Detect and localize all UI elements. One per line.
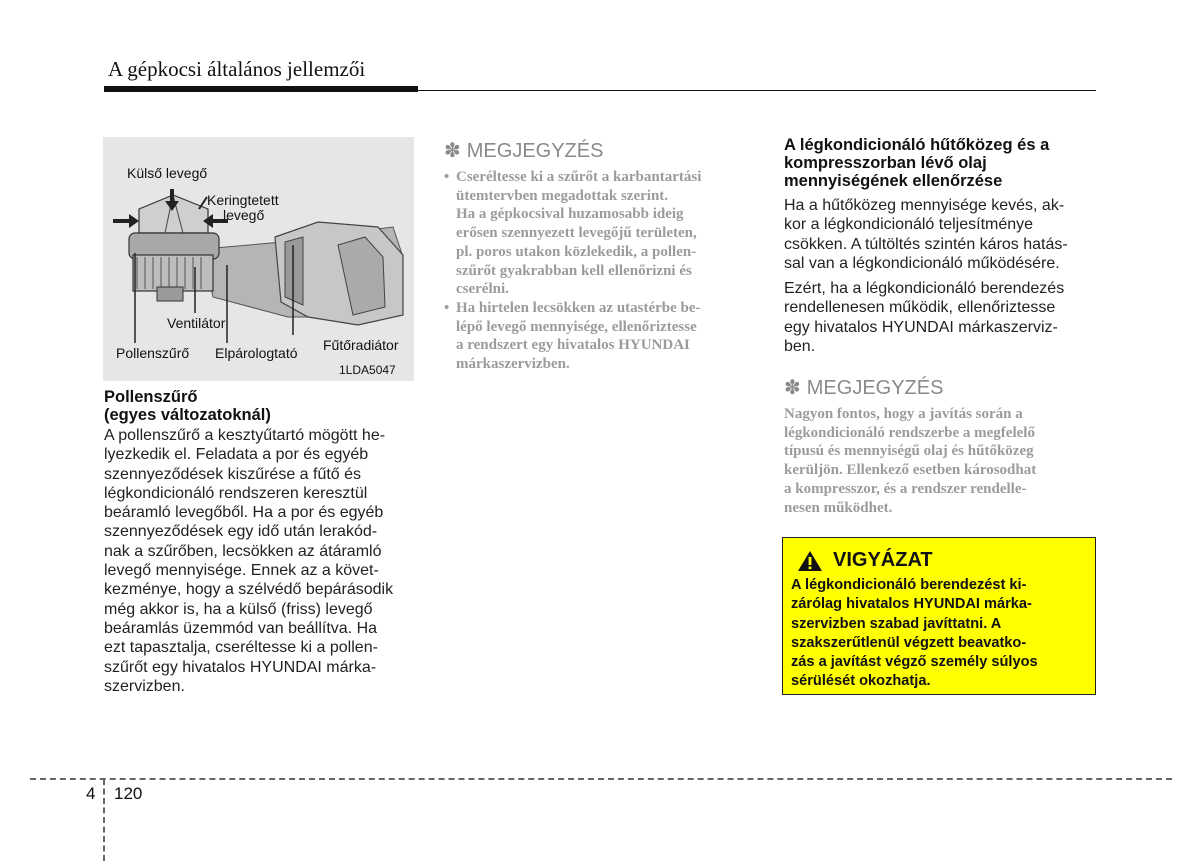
note-line: a rendszert egy hivatalos HYUNDAI [456,337,690,354]
title-line: mennyiségének ellenőrzése [784,172,1003,190]
body-line: még akkor is, ha a külső (friss) levegő [104,600,373,618]
title-line: kompresszorban lévő olaj [784,154,987,172]
warning-line: szakszerűtlenül végzett beavatko- [791,634,1027,651]
body-line: kor a légkondicionáló teljesítménye [784,216,1034,234]
footer-dashed-rule [30,778,1172,780]
asterisk-icon: ✽ [784,377,801,399]
note-line: légkondicionáló rendszerbe a megfelelő [784,424,1035,441]
note-title [444,138,757,163]
note-bullet-2 [444,299,757,374]
body-line: egy hivatalos HYUNDAI márkaszerviz- [784,318,1058,336]
note-line: ütemtervben megadottak szerint. [456,187,669,204]
page-number: 120 [114,784,143,803]
body-line: szennyeződések kiszűrése a fűtő és [104,465,362,483]
body-line: ben. [784,338,816,356]
note-line: pl. poros utakon közlekedik, a pollen- [456,243,697,260]
body-line: sal van a légkondicionáló működésére. [784,254,1060,272]
note-body [444,168,757,374]
ventilation-diagram [103,137,414,381]
header-rule [418,90,1096,91]
pollen-filter-section [104,388,416,696]
warning-body [791,576,1089,692]
note-title-text: MEGJEGYZÉS [466,140,604,162]
note-line: szűrőt gyakrabban kell ellenőrizni és [456,262,692,279]
chapter-number: 4 [86,784,96,803]
warning-line: szervizben szabad javíttatni. A [791,615,1002,632]
note-bullet-1 [444,168,757,299]
warning-title-text: VIGYÁZAT [833,549,933,571]
warning-box [782,537,1096,695]
note-title-2 [784,375,1096,400]
note-section-2 [784,375,1096,517]
warning-triangle-icon [797,550,823,572]
section-title-line1: Pollenszűrő [104,388,198,406]
body-line: szűrőt egy hivatalos HYUNDAI márka- [104,658,377,676]
body-line: nak a szűrőben, lecsökken az átáramló [104,542,382,560]
note-body-2 [784,405,1096,517]
note-line: kerüljön. Ellenkező esetben károsodhat [784,462,1037,479]
body-line: beáramlás üzemmód van beállítva. Ha [104,619,378,637]
body-line: rendellenesen működik, ellenőriztesse [784,299,1056,317]
figure-code: 1LDA5047 [339,363,396,377]
section-title-line2: (egyes változatoknál) [104,406,271,424]
page-header-title: A gépkocsi általános jellemzői [108,57,366,81]
note-section-1 [444,138,757,374]
note-line: lépő levegő mennyisége, ellenőriztesse [456,318,697,335]
note-line: márkaszervizben. [456,356,570,373]
note-line: típusú és mennyiségű olaj és hűtőközeg [784,443,1034,460]
refrigerant-para-1 [784,196,1096,273]
warning-line: sérülését okozhatja. [791,673,931,690]
pollen-filter-body [104,426,416,696]
warning-line: A légkondicionáló berendezést ki- [791,577,1027,593]
footer-dashed-divider [103,779,105,861]
refrigerant-para-2 [784,279,1096,356]
warning-title [797,549,933,572]
note-line: • Cseréltesse ki a szűrőt a karbantartási [456,169,702,185]
body-line: Ha a hűtőközeg mennyisége kevés, ak- [784,197,1065,214]
note-line: cserélni. [456,281,509,298]
body-line: kezménye, hogy a szélvédő bepárásodik [104,581,394,599]
note-line: Ha a gépkocsival huzamosabb ideig [456,206,684,223]
note-line: Nagyon fontos, hogy a javítás során a [784,406,1023,422]
body-line: ezt tapasztalja, cseréltesse ki a pollen- [104,639,378,657]
body-line: beáramló levegőből. Ha a por és egyéb [104,504,384,522]
body-line: levegő mennyisége. Ennek az a követ- [104,562,379,580]
body-line: csökken. A túltöltés szintén káros hatás- [784,235,1068,253]
body-line: légkondicionáló rendszeren keresztül [104,484,368,502]
body-line: lyezkedik el. Feladata a por és egyéb [104,446,369,464]
label-fan: Ventilátor [167,315,226,331]
label-evaporator: Elpárologtató [215,345,298,361]
refrigerant-section [784,136,1096,356]
label-recirc-1: Keringtetett [207,192,279,208]
title-line: A légkondicionáló hűtőközeg és a [784,136,1050,154]
note-line: erősen szennyezett levegőjű területen, [456,225,697,242]
note-title-2-text: MEGJEGYZÉS [806,377,944,399]
label-recirc-2: levegő [223,207,265,223]
label-heater-core: Fűtőradiátor [323,337,399,353]
warning-line: zás a javítást végző személy súlyos [791,654,1038,671]
label-pollen-filter: Pollenszűrő [116,345,190,361]
body-line: A pollenszűrő a kesztyűtartó mögött he- [104,427,386,444]
asterisk-icon: ✽ [444,140,461,162]
note-line: • Ha hirtelen lecsökken az utastérbe be- [456,299,701,316]
note-line: a kompresszor, és a rendszer rendelle- [784,480,1027,497]
body-line: Ezért, ha a légkondicionáló berendezés [784,280,1065,298]
header-bar [104,86,418,92]
body-line: szennyeződések egy idő után lerakód- [104,523,378,541]
body-line: szervizben. [104,677,185,695]
warning-line: zárólag hivatalos HYUNDAI márka- [791,596,1032,613]
note-line: nesen működhet. [784,499,893,516]
label-outside-air: Külső levegő [127,165,208,181]
refrigerant-title [784,136,1096,190]
